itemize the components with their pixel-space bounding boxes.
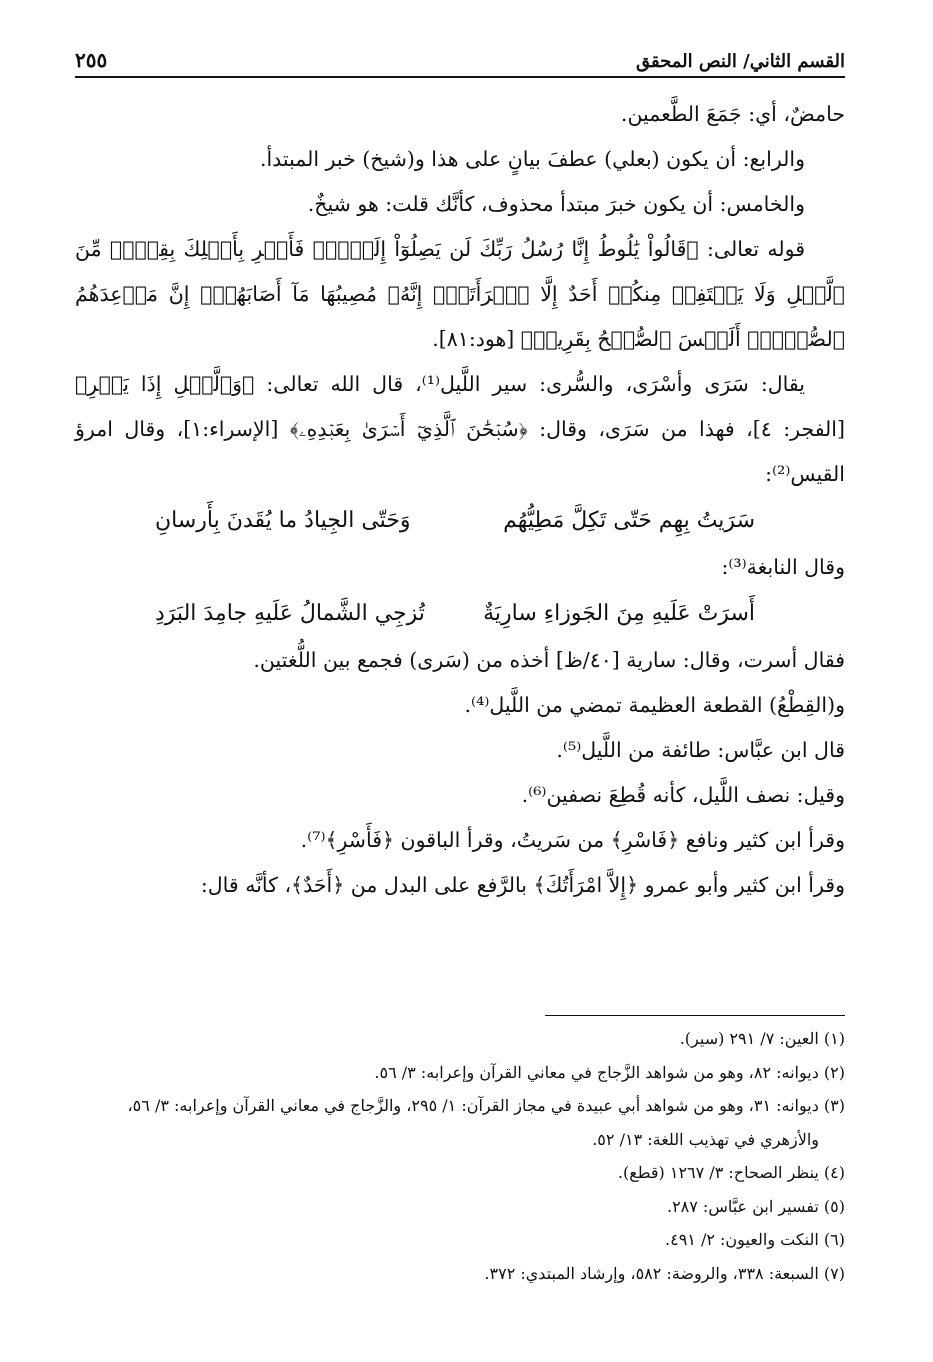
footnote-separator (545, 1015, 845, 1016)
paragraph: و(القِطْعُ) القطعة العظيمة تمضي من اللَّيل⁽⁴⁾. (464, 693, 845, 717)
section-title: القسم الثاني/ النص المحقق (635, 51, 845, 72)
running-header (75, 40, 845, 78)
paragraph: يقال: سَرَى وأسْرَى، والسُّرى: سير اللَّيل⁽¹⁾، قال الله تعالى: ﴿وَٱلَّيۡلِ إِذَا يَسۡرِ﴾ [الفجر: ٤]، فهذا من سَرَى، وقال: ﴿سُبۡحَٰنَ ٱلَّذِيٓ أَسۡرَىٰ بِعَبۡدِهِۦ﴾ [الإسراء:١]، وقال امرؤ القيس⁽²⁾: (75, 372, 846, 486)
footnote: (٤) ينظر الصحاح: ٣/ ١٢٦٧ (قطع). (617, 1163, 845, 1182)
footnote: (١) العين: ٧/ ٢٩١ (سير). (679, 1029, 845, 1048)
paragraph: حامضٌ، أي: جَمَعَ الطَّعمين. (620, 102, 845, 126)
footnote-continuation: والأزهري في تهذيب اللغة: ١٣/ ٥٢. (592, 1129, 819, 1149)
poem-verse (75, 497, 845, 545)
footnote: (٣) ديوانه: ٣١، وهو من شواهد أبي عبيدة في مجاز القرآن: ١/ ٢٩٥، والزَّجاج في معاني القرآن وإعرابه: ٣/ ٥٦، (127, 1096, 845, 1115)
verse-first-hemistich: أَسرَتْ عَلَيهِ مِنَ الجَوزاءِ سارِيَةٌ (483, 601, 755, 626)
footnote: (٥) تفسير ابن عبَّاس: ٢٨٧. (666, 1196, 845, 1216)
page-number: ٢٥٥ (75, 48, 108, 72)
paragraph: قال ابن عبَّاس: طائفة من اللَّيل⁽⁵⁾. (556, 738, 845, 762)
verse-first-hemistich: سَرَيتُ بِهِم حَتّى تَكِلَّ مَطِيُّهُم (503, 508, 755, 533)
main-text (75, 92, 845, 908)
verse-second-hemistich: تُزجِي الشَّمالُ عَلَيهِ جامِدَ البَرَدِ (155, 601, 425, 626)
paragraph: والرابع: أن يكون (بعلي) عطفَ بيانٍ على هذا و(شيخ) خبر المبتدأ. (259, 147, 805, 171)
paragraph: وقال النابغة⁽³⁾: (721, 555, 845, 579)
paragraph: فقال أسرت، وقال: سارية [٤٠/ظ] أخذه من (سَرى) فجمع بين اللُّغتين. (253, 648, 845, 672)
footnote: (٦) النكت والعيون: ٢/ ٤٩١. (665, 1230, 845, 1249)
quran-verse-paragraph: قوله تعالى: ﴿قَالُواْ يَٰلُوطُ إِنَّا رُسُلُ رَبِّكَ لَن يَصِلُوٓاْ إِلَيۡكَۖ فَأَسۡرِ بِأَهۡلِكَ بِقِطۡعٖ مِّنَ ٱلَّيۡلِ وَلَا يَلۡتَفِتۡ مِنكُمۡ أَحَدٌ إِلَّا ٱمۡرَأَتَكَۖ إِنَّهُۥ مُصِيبُهَا مَآ أَصَابَهُمۡۚ إِنَّ مَوۡعِدَهُمُ ٱلصُّبۡحُۚ أَلَيۡسَ ٱلصُّبۡحُ بِقَرِيبٖ﴾ [هود:٨١]. (75, 237, 845, 351)
footnote: (٢) ديوانه: ٨٢، وهو من شواهد الزَّجاج في معاني القرآن وإعرابه: ٣/ ٥٦. (374, 1062, 845, 1082)
paragraph: وقرأ ابن كثير ونافع ﴿فَاسْرِ﴾ من سَريتُ، وقرأ الباقون ﴿فَأَسْرِ﴾⁽⁷⁾. (300, 828, 845, 852)
paragraph: وقرأ ابن كثير وأبو عمرو ﴿إِلاَّ امْرَأَتُكَ﴾ بالرَّفع على البدل من ﴿أَحَدٌ﴾، كأنَّه قال: (200, 873, 845, 897)
paragraph: وقيل: نصف اللَّيل، كأنه قُطِعَ نصفين⁽⁶⁾. (521, 783, 845, 807)
verse-second-hemistich: وَحَتّى الجِيادُ ما يُقَدنَ بِأَرسانِ (155, 508, 411, 533)
footnotes (75, 1022, 845, 1290)
poem-verse (75, 590, 845, 638)
paragraph: والخامس: أن يكون خبرَ مبتدأ محذوف، كأنَّك قلت: هو شيخٌ. (307, 192, 805, 216)
footnote: (٧) السبعة: ٣٣٨، والروضة: ٥٨٢، وإرشاد المبتدي: ٣٧٢. (484, 1263, 845, 1283)
